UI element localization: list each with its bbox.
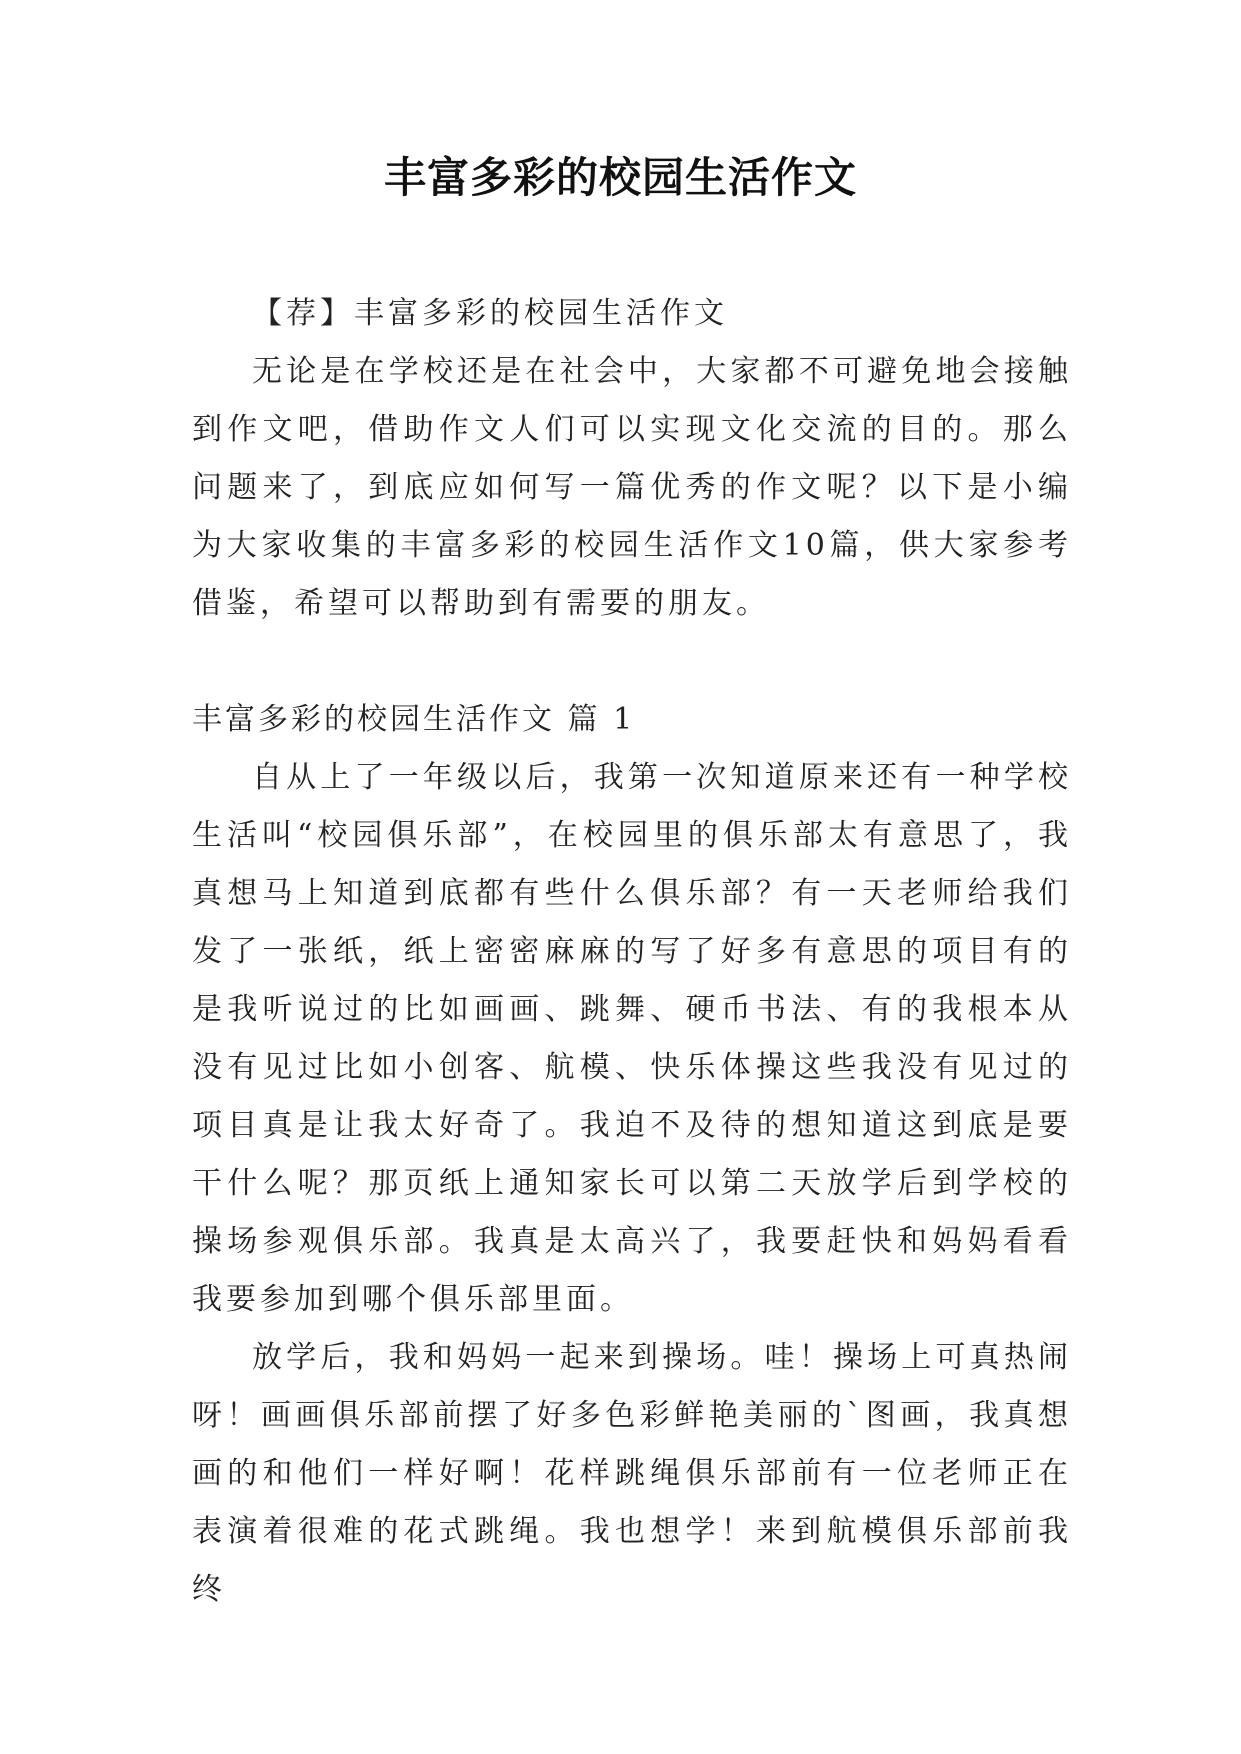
intro-paragraph: 无论是在学校还是在社会中，大家都不可避免地会接触到作文吧，借助作文人们可以实现文化交流的目的。那么问题来了，到底应如何写一篇优秀的作文呢？以下是小编为大家收集的丰富多彩的校园生活作文10篇，供大家参考借鉴，希望可以帮助到有需要的朋友。 — [192, 354, 1072, 621]
document-title: 丰富多彩的校园生活作文 — [383, 153, 857, 202]
section-heading: 丰富多彩的校园生活作文 篇 1 — [192, 702, 636, 737]
body-paragraph: 放学后，我和妈妈一起来到操场。哇！操场上可真热闹呀！画画俱乐部前摆了好多色彩鲜艳美丽的`图画，我真想画的和他们一样好啊！花样跳绳俱乐部前有一位老师正在表演着很难的花式跳绳。我也想学！来到航模俱乐部前我终 — [192, 1340, 1072, 1607]
document-body — [192, 285, 1072, 1619]
recommendation-line: 【荐】丰富多彩的校园生活作文 — [252, 296, 728, 331]
body-paragraph: 自从上了一年级以后，我第一次知道原来还有一种学校生活叫“校园俱乐部”，在校园里的俱乐部太有意思了，我真想马上知道到底都有些什么俱乐部？有一天老师给我们发了一张纸，纸上密密麻麻的写了好多有意思的项目有的是我听说过的比如画画、跳舞、硬币书法、有的我根本从没有见过比如小创客、航模、快乐体操这些我没有见过的项目真是让我太好奇了。我迫不及待的想知道这到底是要干什么呢？那页纸上通知家长可以第二天放学后到学校的操场参观俱乐部。我真是太高兴了，我要赶快和妈妈看看我要参加到哪个俱乐部里面。 — [192, 760, 1072, 1317]
